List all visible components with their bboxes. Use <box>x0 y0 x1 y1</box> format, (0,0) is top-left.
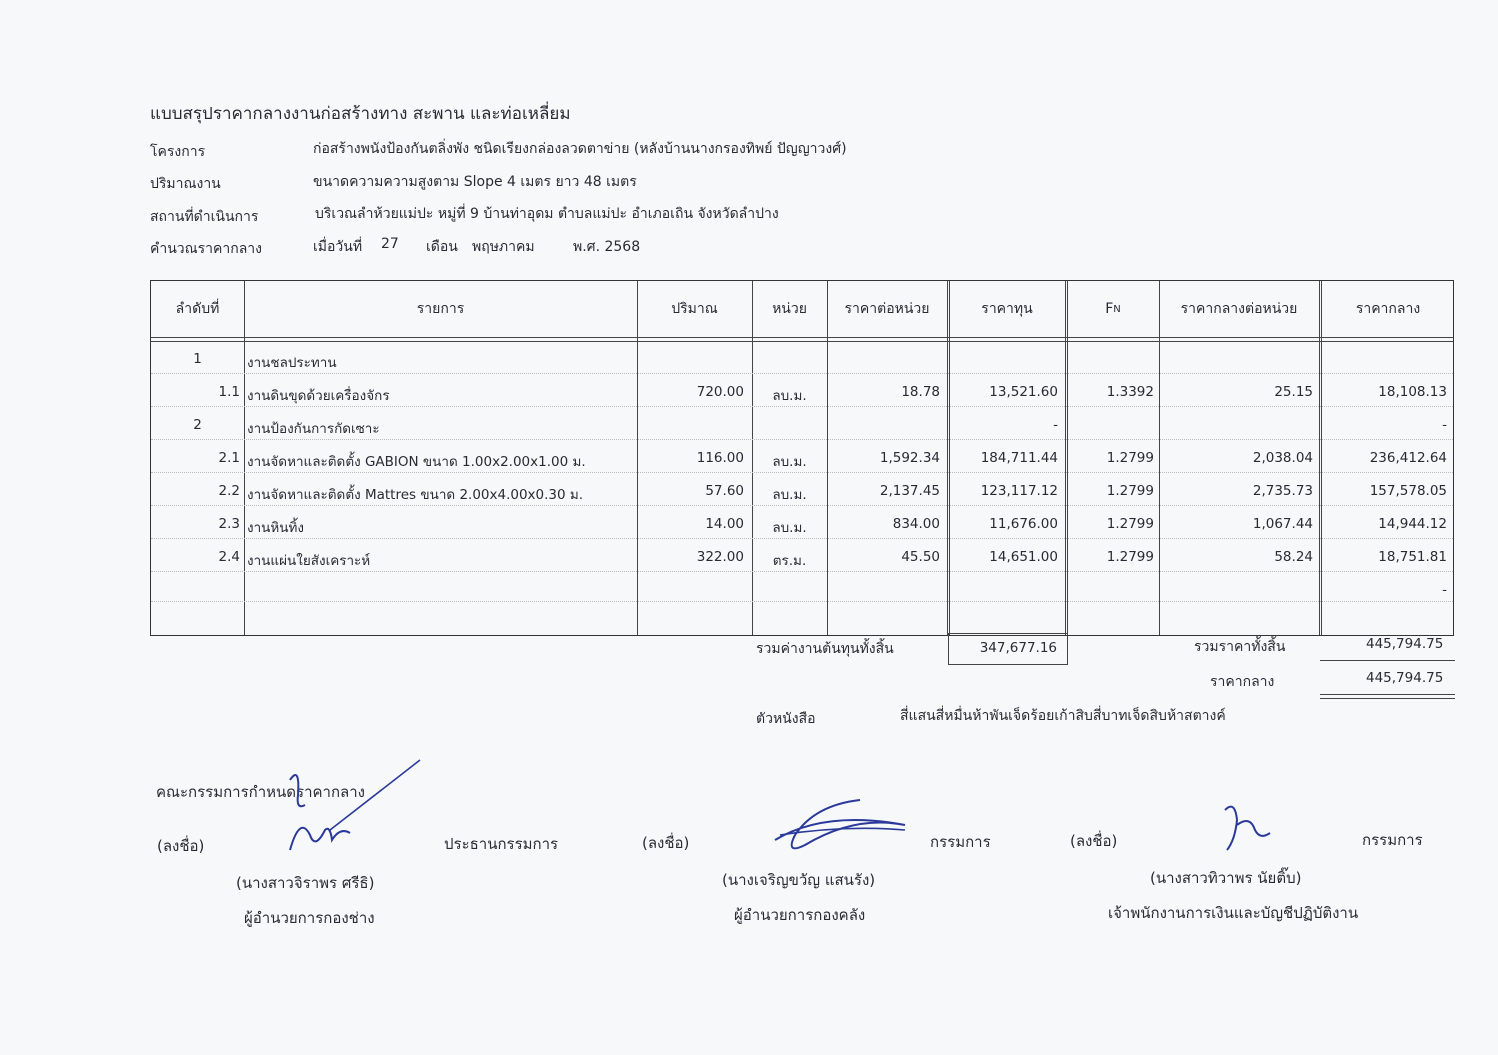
cell-fn: 1.2799 <box>1106 483 1154 499</box>
cell-mid: 18,108.13 <box>1378 384 1447 400</box>
cell-item: งานป้องกันการกัดเซาะ <box>247 421 380 437</box>
words-label: ตัวหนังสือ <box>756 711 816 727</box>
signer-3-position: เจ้าพนักงานการเงินและบัญชีปฏิบัติงาน <box>1108 904 1359 922</box>
header-mid: ราคากลาง <box>1355 301 1421 317</box>
words-value: สี่แสนสี่หมื่นห้าพันเจ็ดร้อยเก้าสิบสี่บาทเจ็ดสิบห้าสตางค์ <box>900 708 1226 724</box>
cell-no: 2.1 <box>218 450 240 466</box>
cell-mid-unit: 2,735.73 <box>1252 483 1313 499</box>
cell-mid: - <box>1442 417 1447 433</box>
price-table <box>150 280 1454 636</box>
cell-no: 2.2 <box>218 483 240 499</box>
cell-qty: 720.00 <box>696 384 744 400</box>
signer-3-sign-label: (ลงชื่อ) <box>1070 832 1118 850</box>
signature-3-image <box>1215 795 1285 855</box>
mid-value: 445,794.75 <box>1366 670 1444 686</box>
cell-no: 2.4 <box>218 549 240 565</box>
quantity-label: ปริมาณงาน <box>150 176 221 192</box>
signer-1-sign-label: (ลงชื่อ) <box>157 837 205 855</box>
cell-mid-unit: 25.15 <box>1274 384 1313 400</box>
quantity-value: ขนาดความความสูงตาม Slope 4 เมตร ยาว 48 เมตร <box>313 174 637 190</box>
cell-mid: - <box>1442 582 1447 598</box>
header-fn-sub: N <box>1113 303 1121 315</box>
signer-2-position: ผู้อำนวยการกองคลัง <box>734 906 866 924</box>
header-cost: ราคาทุน <box>981 301 1033 317</box>
cell-item: งานจัดหาและติดตั้ง Mattres ขนาด 2.00x4.00x0.30 ม. <box>247 487 584 503</box>
table-row <box>151 576 1453 609</box>
header-item: รายการ <box>416 301 465 317</box>
header-qty: ปริมาณ <box>671 301 718 317</box>
cell-item: งานหินทิ้ง <box>247 520 305 536</box>
cell-mid-unit: 2,038.04 <box>1252 450 1313 466</box>
table-row <box>151 543 1453 576</box>
table-row <box>151 510 1453 543</box>
cell-mid: 14,944.12 <box>1378 516 1447 532</box>
cell-item: งานแผ่นใยสังเคราะห์ <box>247 553 371 569</box>
header-mid-unit: ราคากลางต่อหน่วย <box>1180 301 1298 317</box>
cell-no: 1 <box>193 351 202 367</box>
mid-label: ราคากลาง <box>1210 674 1275 690</box>
signer-3-name: (นางสาวทิวาพร นัยติ๊บ) <box>1150 869 1302 887</box>
signer-2-name: (นางเจริญขวัญ แสนรัง) <box>722 871 876 889</box>
committee-heading: คณะกรรมการกำหนดราคากลาง <box>156 783 365 801</box>
signer-2-sign-label: (ลงชื่อ) <box>642 834 690 852</box>
header-unit-price: ราคาต่อหน่วย <box>844 301 930 317</box>
cell-mid: 18,751.81 <box>1378 549 1447 565</box>
cost-total-value: 347,677.16 <box>979 640 1057 656</box>
price-total-underline <box>1320 660 1455 661</box>
mid-underline-1 <box>1320 694 1455 695</box>
location-label: สถานที่ดำเนินการ <box>150 209 259 225</box>
cell-cost: 14,651.00 <box>989 549 1058 565</box>
cell-mid: 236,412.64 <box>1369 450 1447 466</box>
project-label: โครงการ <box>150 144 206 160</box>
cell-cost: 123,117.12 <box>980 483 1058 499</box>
signer-1-role: ประธานกรรมการ <box>444 835 559 853</box>
cell-qty: 57.60 <box>705 483 744 499</box>
price-total-label: รวมราคาทั้งสิ้น <box>1194 639 1286 655</box>
cell-no: 1.1 <box>218 384 240 400</box>
header-no: ลำดับที่ <box>175 301 220 317</box>
cell-unit: ลบ.ม. <box>772 487 807 503</box>
cell-cost: - <box>1053 417 1058 433</box>
calc-month: พฤษภาคม <box>472 239 535 255</box>
cell-unit: ลบ.ม. <box>772 454 807 470</box>
cell-unit-price: 834.00 <box>892 516 940 532</box>
cell-unit: ลบ.ม. <box>772 388 807 404</box>
table-row <box>151 444 1453 477</box>
cell-item: งานชลประทาน <box>247 355 337 371</box>
header-fn <box>1067 281 1159 337</box>
cell-mid-unit: 58.24 <box>1274 549 1313 565</box>
cell-mid-unit: 1,067.44 <box>1252 516 1313 532</box>
header-fn-label: F <box>1105 301 1114 317</box>
signature-1-image <box>270 755 430 875</box>
table-row <box>151 477 1453 510</box>
calc-year: พ.ศ. 2568 <box>573 239 641 255</box>
signer-1-position: ผู้อำนวยการกองช่าง <box>244 909 375 927</box>
document-title: แบบสรุปราคากลางงานก่อสร้างทาง สะพาน และท่อเหลี่ยม <box>150 104 571 124</box>
signature-2-image <box>765 795 925 865</box>
cell-no: 2.3 <box>218 516 240 532</box>
cell-cost: 13,521.60 <box>989 384 1058 400</box>
cell-fn: 1.2799 <box>1106 516 1154 532</box>
cell-cost: 11,676.00 <box>989 516 1058 532</box>
location-value: บริเวณลำห้วยแม่ปะ หมู่ที่ 9 บ้านท่าอุดม ตำบลแม่ปะ อำเภอเถิน จังหวัดลำปาง <box>315 206 779 222</box>
calc-month-label: เดือน <box>426 239 458 255</box>
cell-item: งานดินขุดด้วยเครื่องจักร <box>247 388 390 404</box>
cost-total-label: รวมค่างานต้นทุนทั้งสิ้น <box>756 641 894 657</box>
cell-unit: ตร.ม. <box>772 553 807 569</box>
cell-fn: 1.2799 <box>1106 450 1154 466</box>
cell-item: งานจัดหาและติดตั้ง GABION ขนาด 1.00x2.00x1.00 ม. <box>247 454 586 470</box>
cell-qty: 116.00 <box>696 450 744 466</box>
calc-date-prefix: เมื่อวันที่ <box>313 239 363 255</box>
table-row <box>151 345 1453 378</box>
price-total-value: 445,794.75 <box>1366 636 1444 652</box>
calc-label: คำนวณราคากลาง <box>150 241 263 257</box>
signer-1-name: (นางสาวจิราพร ศรีธิ) <box>236 874 375 892</box>
signer-3-role: กรรมการ <box>1362 831 1423 849</box>
cell-qty: 322.00 <box>696 549 744 565</box>
cell-unit-price: 45.50 <box>901 549 940 565</box>
cell-unit-price: 18.78 <box>901 384 940 400</box>
cell-fn: 1.2799 <box>1106 549 1154 565</box>
cell-no: 2 <box>193 417 202 433</box>
table-row <box>151 411 1453 444</box>
mid-underline-2 <box>1320 698 1455 699</box>
cell-fn: 1.3392 <box>1106 384 1154 400</box>
header-unit: หน่วย <box>772 301 807 317</box>
cell-unit: ลบ.ม. <box>772 520 807 536</box>
cell-qty: 14.00 <box>705 516 744 532</box>
cell-unit-price: 2,137.45 <box>879 483 940 499</box>
calc-day: 27 <box>381 236 399 252</box>
table-row <box>151 378 1453 411</box>
project-value: ก่อสร้างพนังป้องกันตลิ่งพัง ชนิดเรียงกล่องลวดตาข่าย (หลังบ้านนางกรองทิพย์ ปัญญาวงศ์) <box>313 141 847 157</box>
cost-total-box <box>948 633 1068 665</box>
signer-2-role: กรรมการ <box>930 833 991 851</box>
cell-cost: 184,711.44 <box>980 450 1058 466</box>
cell-mid: 157,578.05 <box>1369 483 1447 499</box>
cell-unit-price: 1,592.34 <box>879 450 940 466</box>
